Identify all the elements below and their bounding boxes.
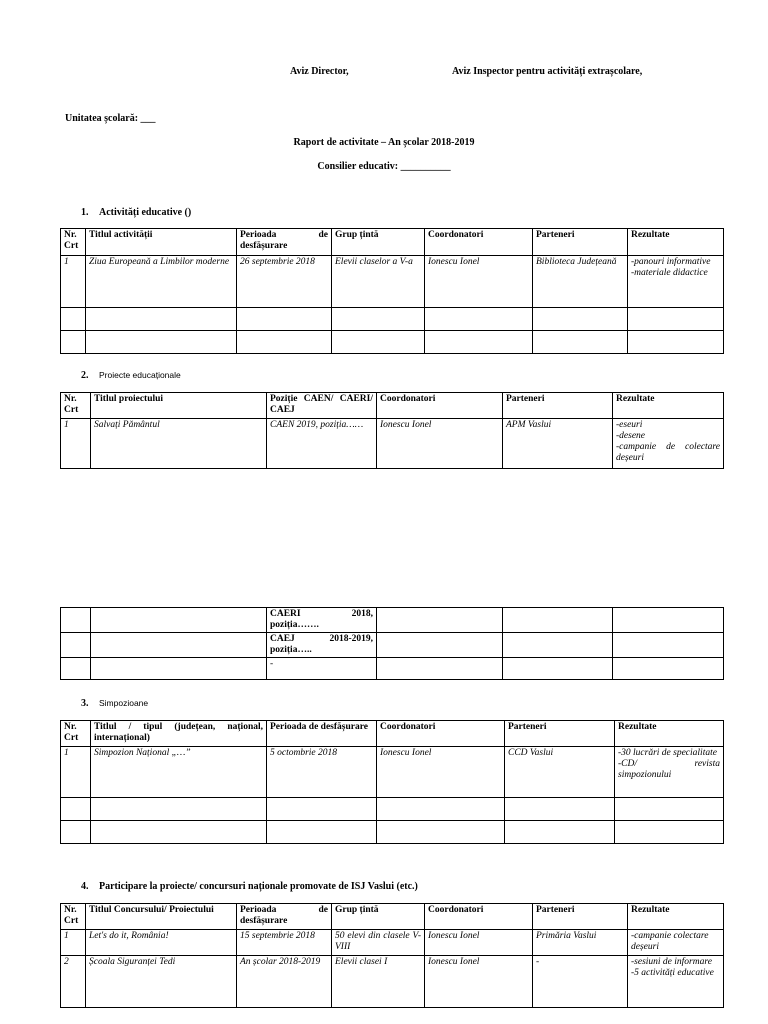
table-cell: CAERI 2018, poziția……. xyxy=(267,608,377,633)
table-cell: 5 octombrie 2018 xyxy=(267,747,377,798)
result-line: -materiale didactice xyxy=(631,268,708,278)
section-2-number: 2. xyxy=(81,370,89,381)
section-2-heading xyxy=(81,370,181,381)
table-cell xyxy=(613,419,724,469)
table-cell: 50 elevi din clasele V-VIII xyxy=(332,930,425,956)
section-1-table xyxy=(60,228,724,354)
table-cell: Elevii claselor a V-a xyxy=(332,256,425,308)
table-cell xyxy=(615,747,724,798)
table-cell: - xyxy=(533,956,628,1008)
table-cell xyxy=(628,930,724,956)
table-cell xyxy=(628,956,724,1008)
raport-title: Raport de activitate – An școlar 2018-2019 xyxy=(293,137,475,148)
table-cell: Ionescu Ionel xyxy=(425,256,533,308)
header-cell: Titlul Concursului/ Proiectului xyxy=(86,904,237,930)
aviz-director-label: Aviz Director, xyxy=(290,66,349,77)
table-row xyxy=(61,798,724,821)
header-cell: Perioada de desfășurare xyxy=(237,904,332,930)
table-cell: Ionescu Ionel xyxy=(377,419,503,469)
header-cell: Rezultate xyxy=(613,393,724,419)
table-cell: Simpozion Național „…” xyxy=(91,747,267,798)
table-cell: 1 xyxy=(61,930,86,956)
consilier-educativ-label: Consilier educativ: __________ xyxy=(317,161,451,172)
table-cell: Let's do it, România! xyxy=(86,930,237,956)
header-cell: Coordonatori xyxy=(425,904,533,930)
table-cell: Elevii clasei I xyxy=(332,956,425,1008)
header-cell: Coordonatori xyxy=(377,721,505,747)
header-cell: Titlul / tipul (județean, național, internațional) xyxy=(91,721,267,747)
table-row xyxy=(61,821,724,844)
header-cell: Parteneri xyxy=(533,904,628,930)
section-2-table-continued xyxy=(60,607,724,680)
table-row xyxy=(61,419,724,469)
result-line: -sesiuni de informare xyxy=(631,957,712,967)
table-row xyxy=(61,658,724,680)
section-2-title: Proiecte educaționale xyxy=(99,370,181,380)
section-4-table xyxy=(60,903,724,1008)
result-line: -desene xyxy=(616,431,646,441)
section-2-table xyxy=(60,392,724,469)
table-header-row xyxy=(61,721,724,747)
header-cell: Coordonatori xyxy=(425,229,533,256)
aviz-inspector-label: Aviz Inspector pentru activități extrașcolare, xyxy=(452,66,643,77)
table-cell: 1 xyxy=(61,256,86,308)
result-line: -5 activități educative xyxy=(631,968,714,978)
section-4-heading xyxy=(81,881,418,892)
header-cell: Rezultate xyxy=(628,904,724,930)
header-cell: Rezultate xyxy=(615,721,724,747)
header-cell: Titlul proiectului xyxy=(91,393,267,419)
section-1-title: Activități educative () xyxy=(99,207,192,218)
table-cell: An școlar 2018-2019 xyxy=(237,956,332,1008)
table-row xyxy=(61,747,724,798)
section-3-number: 3. xyxy=(81,698,89,709)
table-cell: Biblioteca Județeană xyxy=(533,256,628,308)
unitatea-scolara-label: Unitatea școlară: ___ xyxy=(65,113,156,124)
header-cell: Parteneri xyxy=(505,721,615,747)
table-row xyxy=(61,930,724,956)
table-cell: 2 xyxy=(61,956,86,1008)
result-line: -eseuri xyxy=(616,420,643,430)
section-4-number: 4. xyxy=(81,881,89,892)
table-cell: Școala Siguranței Tedi xyxy=(86,956,237,1008)
table-row xyxy=(61,633,724,658)
header-cell: Poziție CAEN/ CAERI/ CAEJ xyxy=(267,393,377,419)
header-cell: Parteneri xyxy=(503,393,613,419)
table-row xyxy=(61,331,724,354)
header-cell: Nr. Crt xyxy=(61,721,91,747)
table-cell: CCD Vaslui xyxy=(505,747,615,798)
table-header-row xyxy=(61,904,724,930)
table-cell: 26 septembrie 2018 xyxy=(237,256,332,308)
table-row xyxy=(61,956,724,1008)
table-row xyxy=(61,608,724,633)
table-cell: Ionescu Ionel xyxy=(377,747,505,798)
table-cell: CAEN 2019, poziția…… xyxy=(267,419,377,469)
result-line: -panouri informative xyxy=(631,257,711,267)
result-line: -campanie de colectare deșeuri xyxy=(616,442,720,463)
result-line: -30 lucrări de specialitate xyxy=(618,748,717,758)
header-cell: Rezultate xyxy=(628,229,724,256)
result-line: -campanie colectare deșeuri xyxy=(631,931,709,952)
section-1-number: 1. xyxy=(81,207,89,218)
header-cell: Grup țintă xyxy=(332,904,425,930)
table-cell: Ziua Europeană a Limbilor moderne xyxy=(86,256,237,308)
header-cell: Nr. Crt xyxy=(61,904,86,930)
section-1-heading xyxy=(81,207,191,218)
table-cell: Primăria Vaslui xyxy=(533,930,628,956)
header-cell: Nr. Crt xyxy=(61,229,86,256)
header-cell: Titlul activității xyxy=(86,229,237,256)
table-row xyxy=(61,308,724,331)
result-line: -CD/ revista simpozionului xyxy=(618,759,720,780)
section-3-title: Simpozioane xyxy=(99,698,149,708)
table-cell: - xyxy=(267,658,377,680)
table-cell: APM Vaslui xyxy=(503,419,613,469)
header-cell: Parteneri xyxy=(533,229,628,256)
header-cell: Coordonatori xyxy=(377,393,503,419)
table-cell: 1 xyxy=(61,747,91,798)
table-cell: 1 xyxy=(61,419,91,469)
table-header-row xyxy=(61,393,724,419)
section-3-heading xyxy=(81,698,148,709)
table-cell: CAEJ 2018-2019, poziția….. xyxy=(267,633,377,658)
table-header-row xyxy=(61,229,724,256)
header-cell: Nr. Crt xyxy=(61,393,91,419)
table-cell: Salvați Pământul xyxy=(91,419,267,469)
table-cell xyxy=(628,256,724,308)
table-cell: Ionescu Ionel xyxy=(425,956,533,1008)
table-row xyxy=(61,256,724,308)
table-cell: 15 septembrie 2018 xyxy=(237,930,332,956)
header-cell: Perioada de desfășurare xyxy=(237,229,332,256)
table-cell: Ionescu Ionel xyxy=(425,930,533,956)
header-cell: Grup țintă xyxy=(332,229,425,256)
header-cell: Perioada de desfășurare xyxy=(267,721,377,747)
section-4-title: Participare la proiecte/ concursuri naționale promovate de ISJ Vaslui (etc.) xyxy=(99,881,418,892)
section-3-table xyxy=(60,720,724,844)
